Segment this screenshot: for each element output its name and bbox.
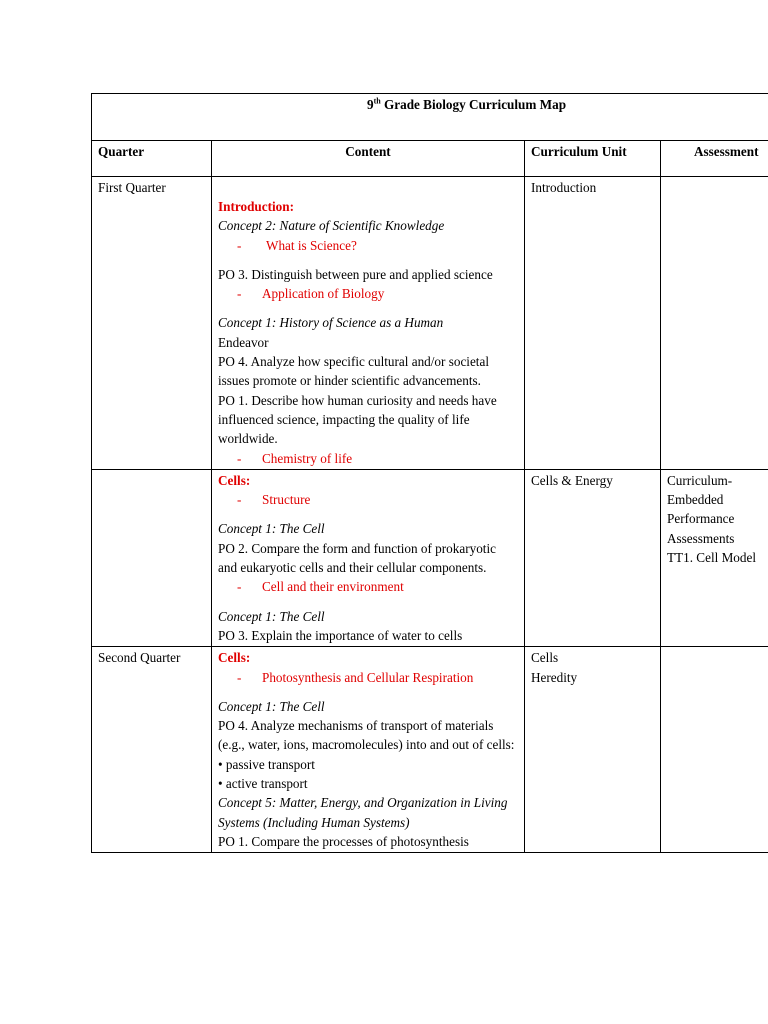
concept-line: Concept 1: History of Science as a Human: [218, 315, 444, 331]
list-item: - What is Science?: [237, 237, 357, 253]
unit-line: Cells: [531, 650, 559, 666]
performance-objective: PO 2. Compare the form and function of prokaryotic and eukaryotic cells and their cellular components.: [218, 540, 496, 576]
quarter-cell: [92, 469, 212, 646]
title-grade-number: 9: [366, 97, 374, 112]
quarter-cell: First Quarter: [92, 177, 212, 470]
content-cell: [212, 469, 525, 646]
list-item-text: What is Science?: [266, 237, 357, 253]
table-row: [92, 647, 768, 853]
assessment-line: Assessments: [667, 530, 735, 546]
curriculum-map-table: [91, 93, 768, 853]
performance-objective: PO 3. Explain the importance of water to cells: [218, 627, 463, 643]
unit-cell: Introduction: [525, 177, 661, 470]
assessment-cell: [661, 177, 768, 470]
unit-cell: Cells & Energy: [525, 469, 661, 646]
title-text: Grade Biology Curriculum Map: [380, 97, 567, 112]
performance-objective: PO 1. Describe how human curiosity and needs have influenced science, impacting the quality of life worldwide.: [218, 392, 497, 447]
list-item: - Chemistry of life: [237, 450, 353, 466]
concept-continuation: Endeavor: [218, 334, 269, 350]
performance-objective: PO 4. Analyze mechanisms of transport of materials (e.g., water, ions, macromolecules) into and out of cells:: [218, 718, 515, 753]
header-assessment: Assessment: [661, 141, 768, 177]
section-heading: Cells:: [218, 472, 251, 488]
list-item-text: Photosynthesis and Cellular Respiration: [262, 669, 474, 685]
concept-line: Concept 1: The Cell: [218, 698, 325, 714]
header-content: Content: [212, 141, 525, 177]
performance-objective: PO 4. Analyze how specific cultural and/or societal issues promote or hinder scientific advancements.: [218, 354, 489, 389]
assessment-cell: [661, 647, 768, 853]
list-item: - Cell and their environment: [237, 579, 404, 595]
concept-line: Concept 1: The Cell: [218, 608, 325, 624]
list-item: - Application of Biology: [237, 286, 385, 302]
header-row: [92, 141, 768, 177]
assessment-line: Performance: [667, 511, 735, 527]
section-heading: Introduction:: [218, 199, 294, 214]
quarter-cell: Second Quarter: [92, 647, 212, 853]
title-grade-suffix: th: [373, 96, 381, 106]
list-item-text: Chemistry of life: [262, 450, 353, 466]
list-item: - Structure: [237, 492, 311, 508]
list-item: • passive transport: [218, 756, 315, 772]
assessment-cell: [661, 469, 768, 646]
list-item-text: Application of Biology: [262, 286, 385, 302]
assessment-line: TT1. Cell Model: [667, 550, 757, 566]
header-quarter: Quarter: [92, 141, 212, 177]
list-item-text: Structure: [262, 492, 311, 508]
content-cell: [212, 647, 525, 853]
performance-objective: PO 3. Distinguish between pure and applied science: [218, 266, 493, 282]
unit-cell: [525, 647, 661, 853]
header-unit: Curriculum Unit: [525, 141, 661, 177]
performance-objective: PO 1. Compare the processes of photosynthesis: [218, 833, 469, 849]
assessment-line: Embedded: [667, 492, 724, 508]
concept-line: Concept 5: Matter, Energy, and Organization in Living Systems (Including Human Systems): [218, 795, 508, 830]
list-item-text: Cell and their environment: [262, 579, 404, 595]
list-item: • active transport: [218, 776, 308, 792]
table-row: [92, 177, 768, 470]
assessment-line: Curriculum-: [667, 472, 733, 488]
section-heading: Cells:: [218, 650, 251, 666]
table-row: [92, 469, 768, 646]
table-title: [92, 94, 768, 141]
title-row: [92, 94, 768, 141]
list-item: - Photosynthesis and Cellular Respiration: [237, 669, 474, 685]
unit-line: Heredity: [531, 669, 578, 685]
concept-line: Concept 1: The Cell: [218, 521, 325, 537]
concept-line: Concept 2: Nature of Scientific Knowledge: [218, 218, 445, 234]
content-cell: [212, 177, 525, 470]
